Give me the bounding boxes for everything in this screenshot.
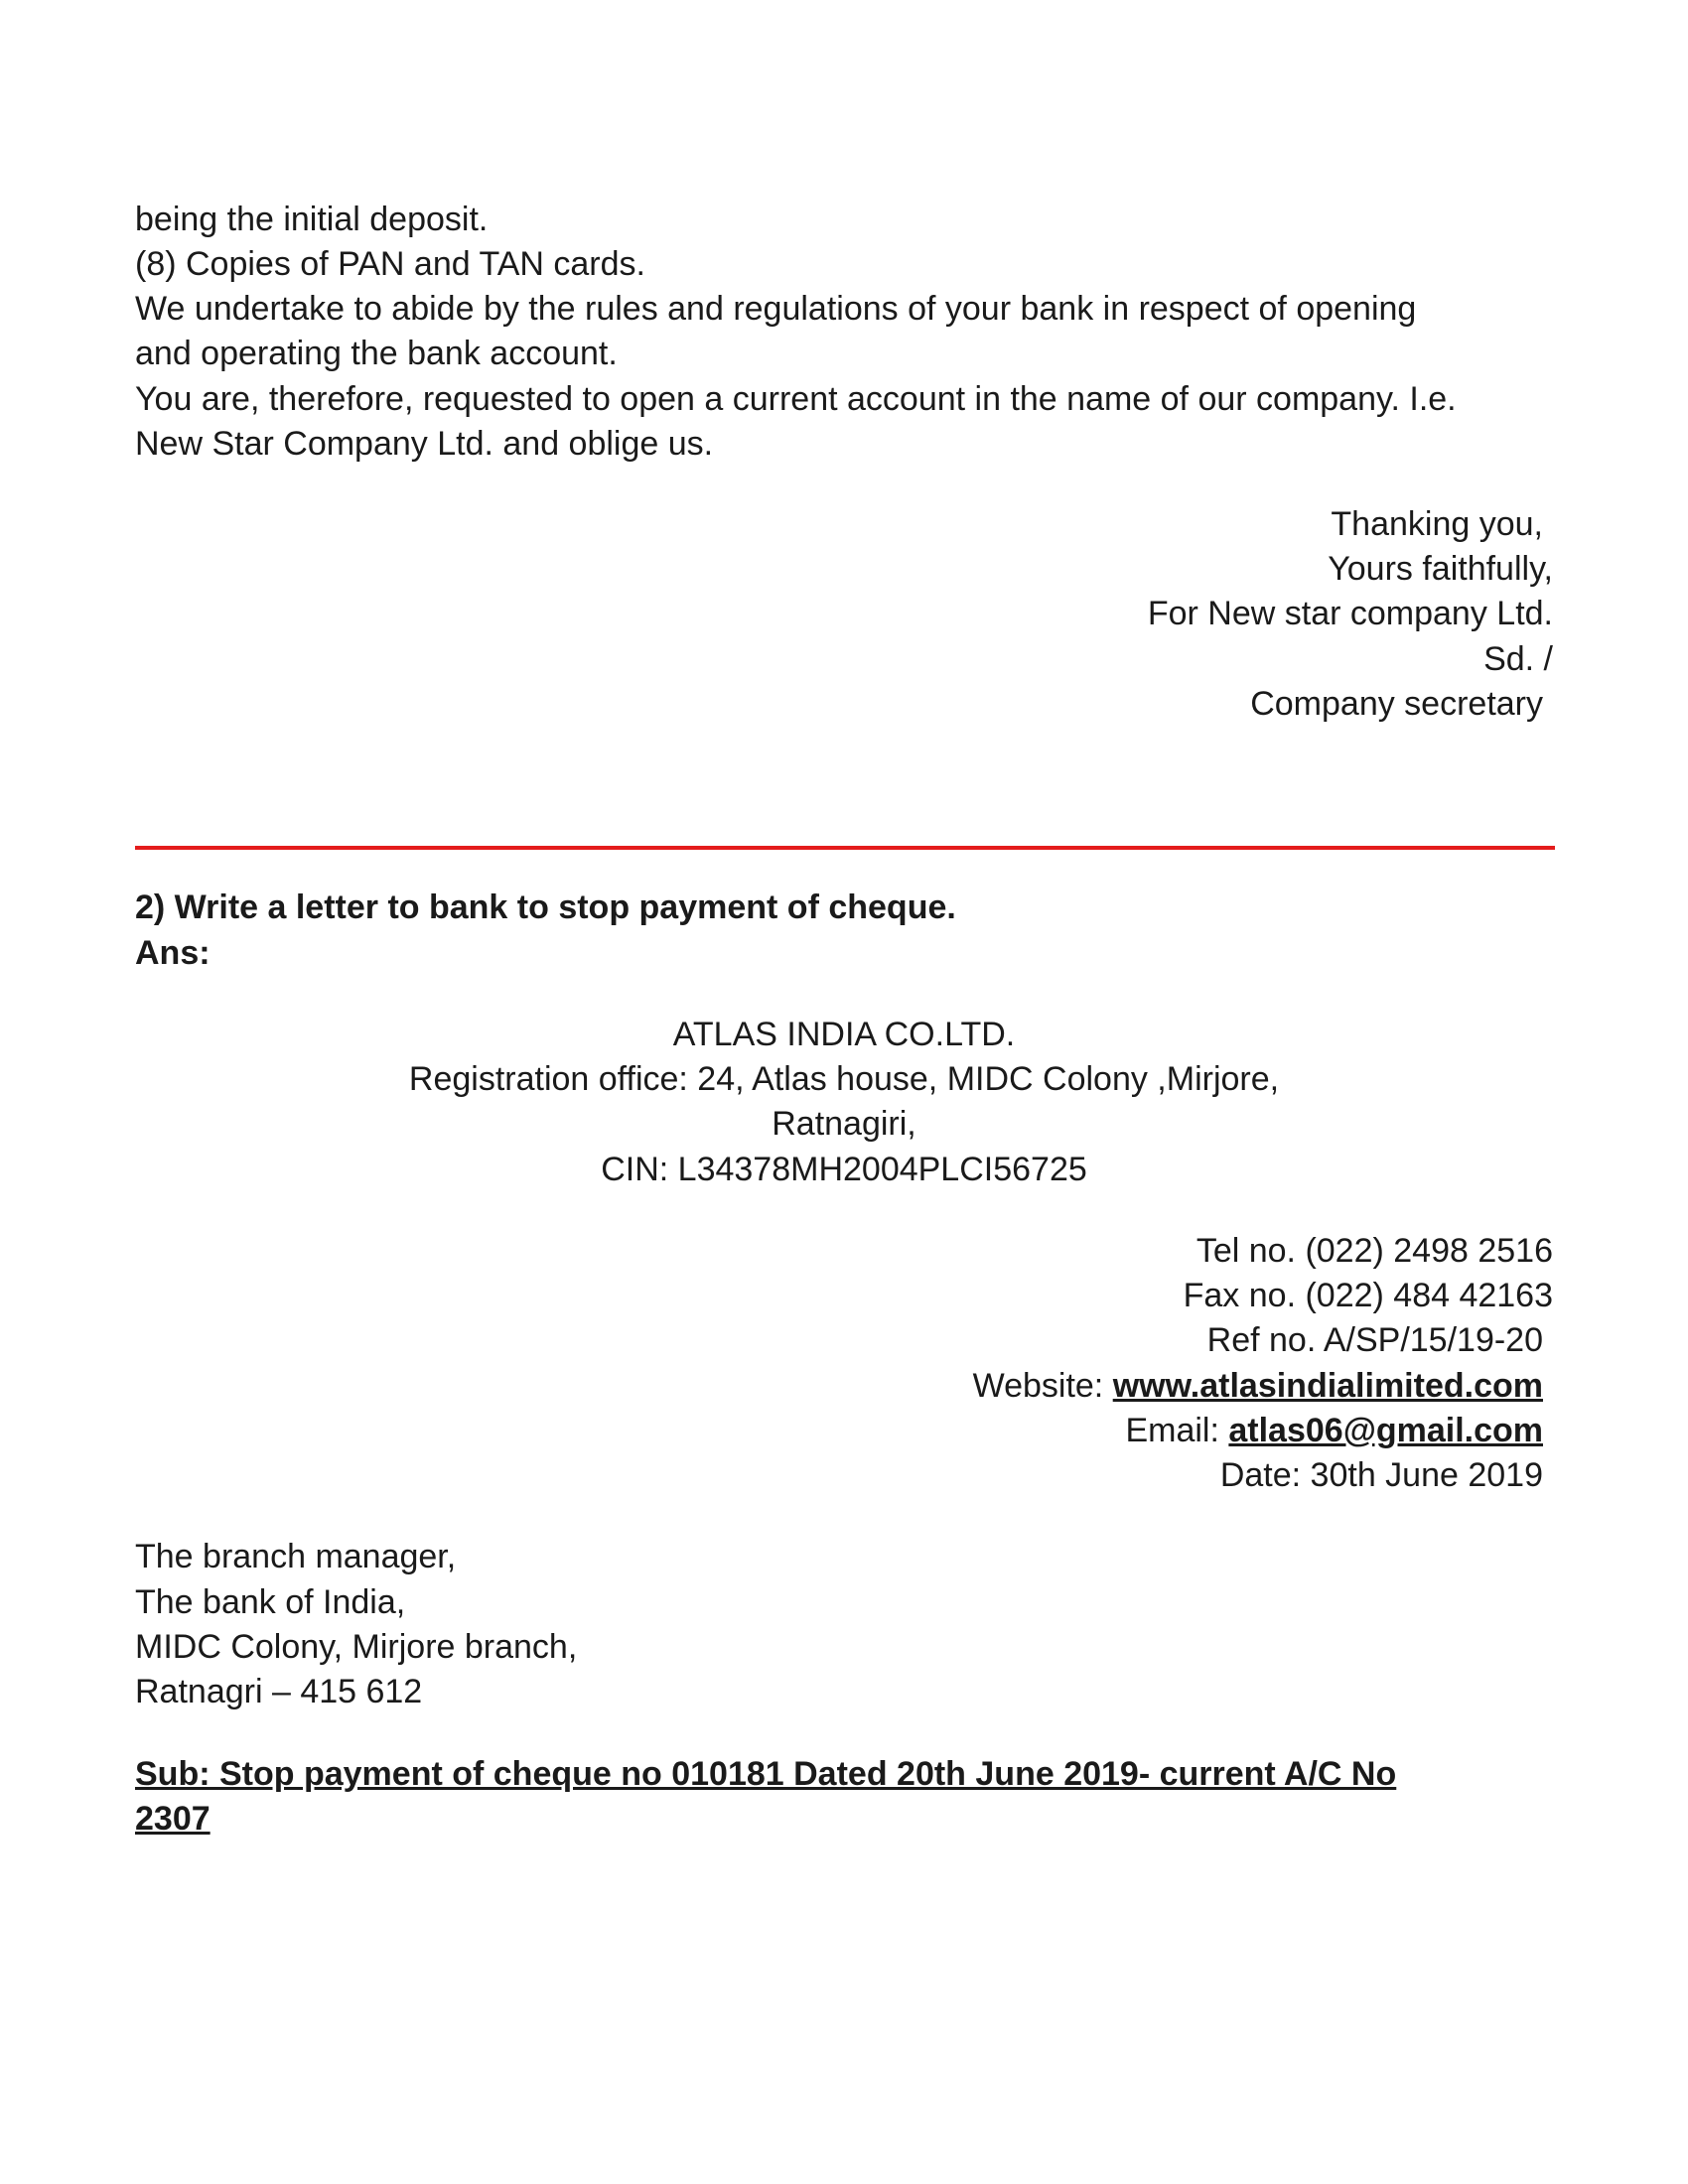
subject-line2: 2307 [135,1800,211,1838]
section-divider [135,846,1555,850]
website-link[interactable]: www.atlasindialimited.com [1112,1367,1543,1405]
closing-yours: Yours faithfully, [1328,550,1553,588]
body-paragraph-line: and operating the bank account. [135,335,618,372]
body-paragraph-line: being the initial deposit. [135,201,489,238]
recipient-line: The branch manager, [135,1538,457,1575]
recipient-line: The bank of India, [135,1583,406,1621]
email-label: Email: [1125,1412,1229,1449]
closing-for-company: For New star company Ltd. [1147,595,1553,632]
subject-line1: Sub: Stop payment of cheque no 010181 Dated 20th June 2019- current A/C No [135,1755,1397,1793]
letter-date: Date: 30th June 2019 [1219,1456,1543,1494]
website-label: Website: [972,1367,1113,1405]
answer-label: Ans: [135,934,211,972]
contact-fax: Fax no. (022) 484 42163 [1183,1277,1553,1314]
body-paragraph-line: We undertake to abide by the rules and regulations of your bank in respect of opening [135,290,1417,328]
contact-email-row [1125,1410,1543,1451]
body-paragraph-line: New Star Company Ltd. and oblige us. [135,425,714,463]
contact-tel: Tel no. (022) 2498 2516 [1196,1232,1553,1270]
body-paragraph-line: You are, therefore, requested to open a current account in the name of our company. I.e. [135,380,1457,418]
contact-website-row [973,1365,1543,1407]
recipient-line: Ratnagri – 415 612 [135,1673,423,1710]
contact-ref: Ref no. A/SP/15/19-20 [1206,1321,1543,1359]
recipient-line: MIDC Colony, Mirjore branch, [135,1628,578,1666]
closing-thanks: Thanking you, [1331,505,1543,543]
closing-signed: Sd. / [1483,640,1553,678]
company-address-line2: Ratnagiri, [772,1105,916,1143]
company-address-line1: Registration office: 24, Atlas house, MIDC Colony ,Mirjore, [408,1060,1280,1098]
company-cin: CIN: L34378MH2004PLCI56725 [601,1151,1087,1188]
email-link[interactable]: atlas06@gmail.com [1228,1412,1543,1449]
question-title: 2) Write a letter to bank to stop payment of cheque. [135,888,956,926]
closing-designation: Company secretary [1250,685,1543,723]
company-name: ATLAS INDIA CO.LTD. [672,1016,1016,1053]
body-paragraph-line: (8) Copies of PAN and TAN cards. [135,245,645,283]
